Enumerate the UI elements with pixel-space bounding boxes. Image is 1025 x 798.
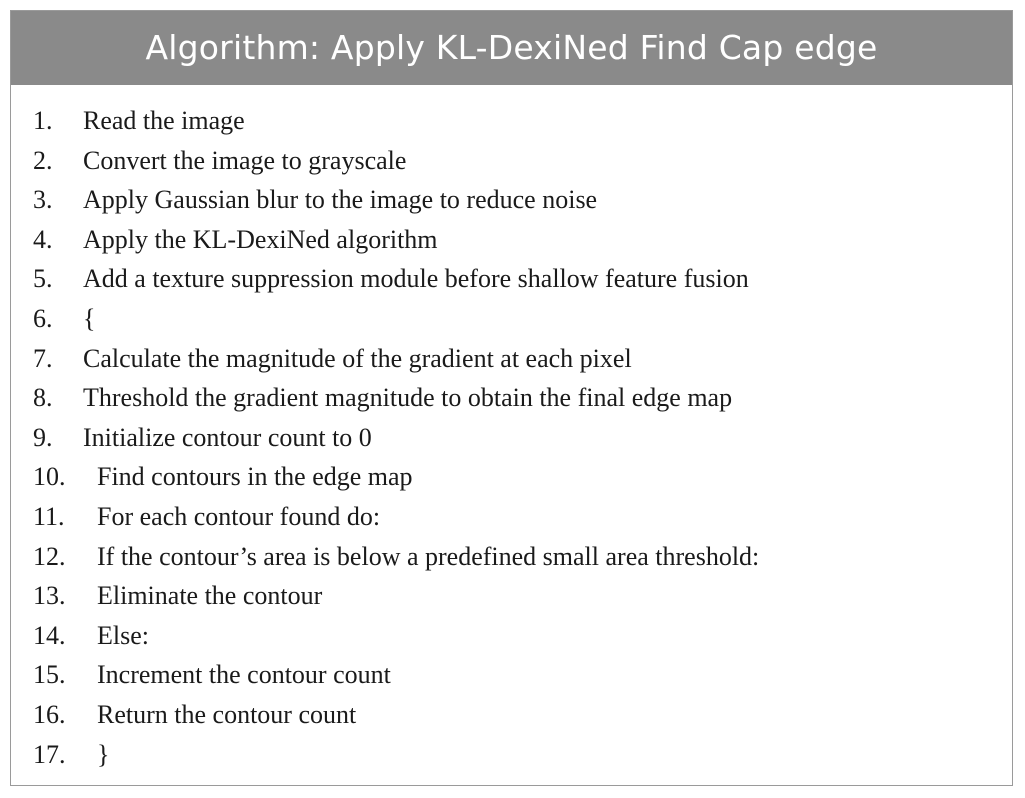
step-number: 9.: [33, 422, 53, 452]
step-number: 6.: [33, 303, 53, 333]
step-number: 13.: [33, 581, 66, 611]
step-number: 8.: [33, 383, 53, 413]
step-number: 16.: [33, 699, 66, 729]
step-number: 11.: [33, 501, 65, 531]
step-row: [11, 537, 759, 577]
step-number: 17.: [33, 739, 66, 769]
step-row: [11, 220, 759, 260]
step-text: Convert the image to grayscale: [83, 145, 407, 175]
step-number: 3.: [33, 185, 53, 215]
step-text: Calculate the magnitude of the gradient at each pixel: [83, 343, 632, 373]
algorithm-steps: [11, 101, 759, 774]
step-row: [11, 141, 759, 181]
step-text: {: [83, 303, 96, 333]
step-row: [11, 457, 759, 497]
step-number: 1.: [33, 106, 53, 135]
step-number: 10.: [33, 462, 66, 492]
step-number: 7.: [33, 343, 53, 373]
step-row: [11, 299, 759, 339]
step-row: [11, 497, 759, 537]
step-text: Increment the contour count: [97, 660, 391, 690]
step-text: Find contours in the edge map: [97, 462, 413, 492]
step-text: Initialize contour count to 0: [83, 422, 372, 452]
step-text: Else:: [97, 620, 149, 650]
step-row: [11, 655, 759, 695]
step-text: Return the contour count: [97, 699, 357, 729]
step-number: 4.: [33, 224, 53, 254]
step-number: 5.: [33, 264, 53, 294]
step-row: [11, 339, 759, 379]
step-row: [11, 378, 759, 418]
step-row: [11, 616, 759, 656]
step-row: [11, 695, 759, 735]
step-text: Add a texture suppression module before shallow feature fusion: [83, 264, 749, 294]
step-text: Eliminate the contour: [97, 581, 323, 611]
step-text: Threshold the gradient magnitude to obtain the final edge map: [83, 383, 733, 413]
step-row: [11, 735, 759, 775]
step-row: [11, 418, 759, 458]
step-number: 2.: [33, 145, 53, 175]
step-number: 15.: [33, 660, 66, 690]
step-row: [11, 576, 759, 616]
step-text: }: [97, 739, 110, 769]
step-row: [11, 180, 759, 220]
step-row: [11, 101, 759, 141]
step-number: 12.: [33, 541, 66, 571]
algorithm-title: Algorithm: Apply KL-DexiNed Find Cap edge: [11, 11, 1012, 85]
step-text: Apply the KL-DexiNed algorithm: [83, 224, 438, 254]
step-text: If the contour’s area is below a predefined small area threshold:: [97, 541, 760, 571]
algorithm-box: [10, 10, 1013, 786]
step-number: 14.: [33, 620, 66, 650]
step-text: For each contour found do:: [97, 501, 381, 531]
step-row: [11, 259, 759, 299]
step-text: Read the image: [83, 106, 245, 135]
step-text: Apply Gaussian blur to the image to reduce noise: [83, 185, 598, 215]
